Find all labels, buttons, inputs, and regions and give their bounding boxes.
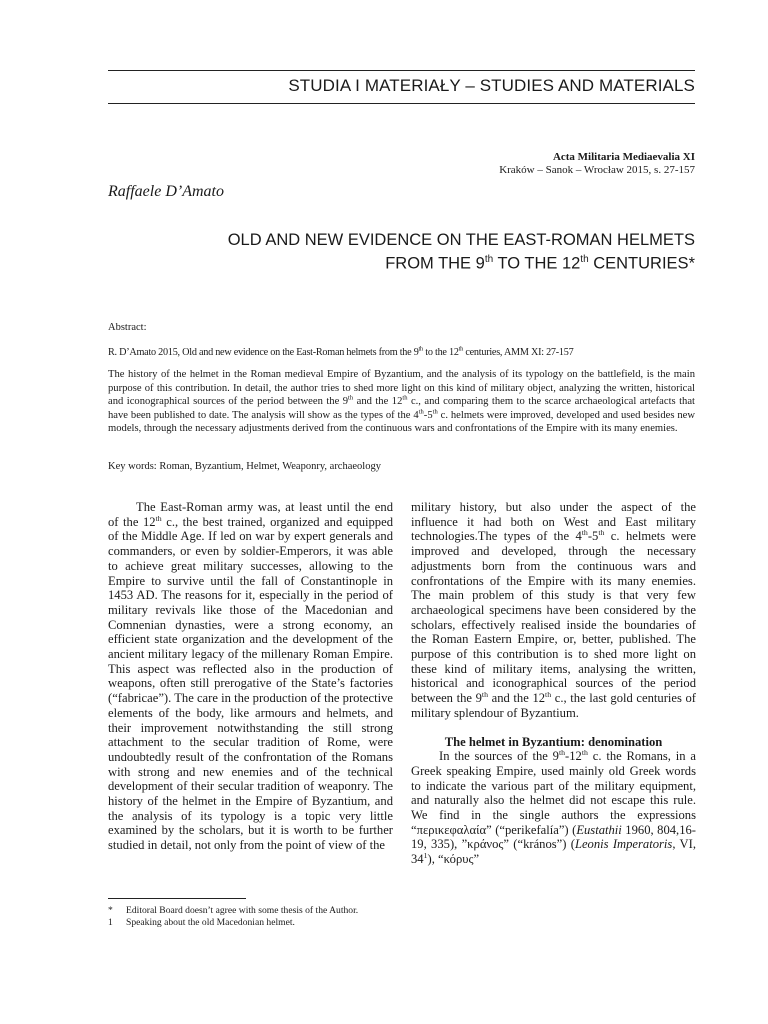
article-title-line-2: FROM THE 9th TO THE 12th CENTURIES*	[385, 254, 695, 273]
header-rule-bottom	[108, 103, 695, 104]
abstract-citation: R. D’Amato 2015, Old and new evidence on the East-Roman helmets from the 9th to the 12th centuries, AMM XI: 27-157	[108, 345, 574, 358]
author-name: Raffaele D’Amato	[108, 183, 224, 200]
abstract-text: The history of the helmet in the Roman medieval Empire of Byzantium, and the analysis of its typology on the battlefield, is the main purpose of this contribution. In detail, the author tries to shed more light on this kind of military object, analyzing the written, historical and iconographical sources of the period between the 9th and the 12th c., and comparing them to the scarce archaeological artefacts that have been published to date. The analysis will show as the types of the 4th-5th c. helmets were improved, developed and used besides new models, through the necessary adjustments derived from the continuous wars and confrontations of the Empire with its many enemies.	[108, 369, 696, 435]
article-title	[135, 231, 695, 274]
article-title-line-1: OLD AND NEW EVIDENCE ON THE EAST-ROMAN HELMETS	[227, 231, 695, 249]
footnote: 1 Speaking about the old Macedonian helmet.	[108, 917, 295, 928]
body-paragraph: military history, but also under the aspect of the influence it had both on West and East military technologies.The types of the 4th-5th c. helmets were improved and developed, through the necessary adjustments born from the continuous wars and confrontations of the Empire with its many enemies. The main problem of this study is that very few archaeological specimens have been considered by the scholars, effectively realised inside the boundaries of the Roman Eastern Empire, or, better, published. The purpose of this contribution is to shed more light on these kind of military items, analysing the written, historical and iconographical sources of the period between the 9th and the 12th c., the last gold centuries of military splendour of Byzantium.	[411, 500, 697, 720]
header-rule-top	[108, 70, 695, 71]
abstract-label: Abstract:	[108, 322, 147, 333]
section-heading: The helmet in Byzantium: denomination	[444, 734, 663, 749]
series-title: STUDIA I MATERIAŁY – STUDIES AND MATERIALS	[288, 76, 695, 95]
footnote-rule	[108, 898, 246, 899]
journal-info	[499, 151, 695, 177]
body-column-left	[108, 500, 393, 853]
keywords: Key words: Roman, Byzantium, Helmet, Weaponry, archaeology	[108, 461, 381, 472]
body-paragraph: In the sources of the 9th-12th c. the Romans, in a Greek speaking Empire, used mainly old Greek words to indicate the various part of the military equipment, and naturally also the helmet did not escape this rule. We find in the single authors the expressions “περικεφαλαία” (“perikefalía”) (Eustathii 1960, 804,16-19, 335), ”κράνος” (“krános”) (Leonis Imperatoris, VI, $34^1$), “κόρυς”	[411, 748, 697, 867]
body-column-right	[411, 500, 696, 867]
footnote: * Editoral Board doesn’t agree with some thesis of the Author.	[108, 905, 359, 916]
journal-title: Acta Militaria Mediaevalia XI	[552, 151, 695, 163]
footnotes	[108, 905, 408, 929]
body-paragraph: The East-Roman army was, at least until the end of the 12th c., the best trained, organized and equipped of the Middle Age. If led on war by expert generals and commanders, or even by soldier-Emperors, it was able to achieve great military successes, allowing to the Empire to survive until the fall of Constantinople in 1453 AD. The reasons for it, especially in the period of military revivals like those of the Macedonian and Comnenian dynasties, were a strong economy, an efficient state organization and the development of the ancient military legacy of the millenary Roman Empire. This aspect was reflected also in the production of weapons, often still prerogative of the State’s factories (“fabricae”). The care in the production of the protective elements of the body, like armours and helmets, and their improvement notwithstanding the still strong attachment to the secular tradition of Rome, were undoubtedly result of the confrontation of the Romans with strong and new enemies and of the technical development of their secular tradition of weaponry. The history of the helmet in the Empire of Byzantium, and the analysis of its typology is a topic very little examined by the scholars, but it is worth to be further studied in detail, not only from the point of view of the	[108, 500, 393, 853]
journal-imprint: Kraków – Sanok – Wrocław 2015, s. 27-157	[499, 164, 695, 176]
